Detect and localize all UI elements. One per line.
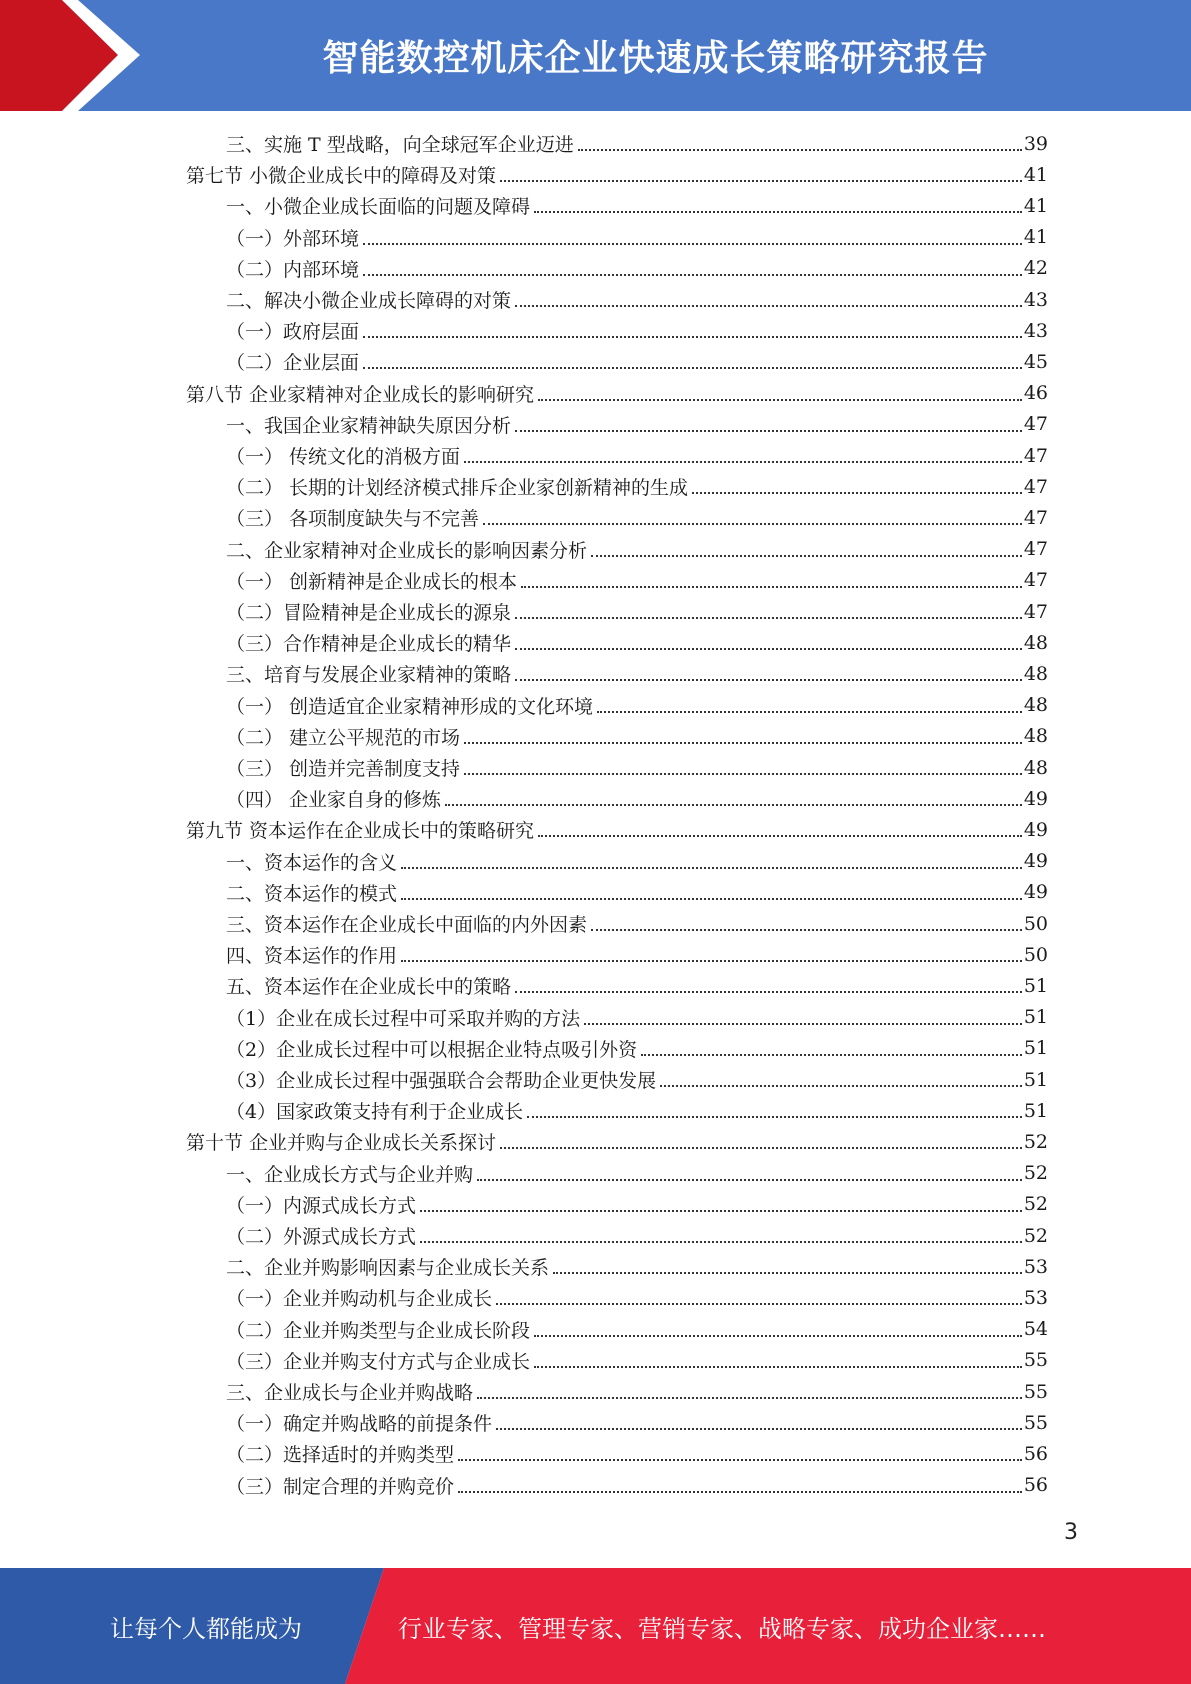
toc-entry-title: （二） 长期的计划经济模式排斥企业家创新精神的生成 bbox=[226, 477, 689, 500]
toc-entry-page: 48 bbox=[1023, 662, 1048, 685]
toc-entry[interactable] bbox=[226, 658, 1048, 689]
toc-entry-title: 二、解决小微企业成长障碍的对策 bbox=[226, 290, 512, 312]
toc-entry-title: 二、企业家精神对企业成长的影响因素分析 bbox=[226, 539, 588, 562]
toc-dot-leader bbox=[363, 336, 1022, 338]
toc-entry[interactable] bbox=[226, 1033, 1048, 1064]
toc-entry-title: （一）政府层面 bbox=[226, 321, 360, 344]
toc-entry-title: （三）制定合理的并购竞价 bbox=[226, 1475, 455, 1498]
toc-dot-leader bbox=[420, 1241, 1022, 1243]
toc-entry-title: 一、小微企业成长面临的问题及障碍 bbox=[226, 196, 531, 219]
toc-entry-title: （4）国家政策支持有利于企业成长 bbox=[226, 1101, 524, 1124]
toc-entry-page: 52 bbox=[1023, 1162, 1048, 1185]
toc-entry-title: （2）企业成长过程中可以根据企业特点吸引外资 bbox=[226, 1038, 638, 1061]
toc-entry-page: 46 bbox=[1023, 382, 1048, 405]
toc-dot-leader bbox=[401, 960, 1022, 962]
toc-dot-leader bbox=[534, 1366, 1022, 1368]
toc-dot-leader bbox=[515, 430, 1022, 432]
toc-dot-leader bbox=[578, 149, 1022, 151]
toc-entry-page: 47 bbox=[1023, 538, 1048, 561]
toc-entry-page: 43 bbox=[1023, 288, 1048, 311]
toc-entry-page: 41 bbox=[1023, 163, 1048, 186]
toc-entry[interactable] bbox=[226, 1282, 1048, 1313]
toc-entry-page: 47 bbox=[1023, 413, 1048, 436]
toc-entry[interactable] bbox=[226, 1002, 1048, 1033]
toc-entry-title: （二）企业并购类型与企业成长阶段 bbox=[226, 1319, 531, 1342]
toc-entry-page: 52 bbox=[1023, 1130, 1048, 1153]
toc-entry-title: 四、资本运作的作用 bbox=[226, 945, 398, 968]
toc-entry-title: 二、企业并购影响因素与企业成长关系 bbox=[226, 1257, 550, 1280]
toc-dot-leader bbox=[445, 804, 1022, 806]
toc-entry[interactable] bbox=[226, 502, 1048, 533]
toc-entry-page: 48 bbox=[1023, 631, 1048, 654]
toc-dot-leader bbox=[464, 773, 1022, 775]
toc-entry[interactable] bbox=[226, 690, 1048, 721]
toc-dot-leader bbox=[515, 679, 1022, 681]
toc-entry[interactable] bbox=[226, 1314, 1048, 1345]
toc-entry[interactable] bbox=[226, 253, 1048, 284]
toc-entry[interactable] bbox=[226, 970, 1048, 1001]
toc-dot-leader bbox=[500, 180, 1022, 182]
toc-entry-title: （二）外源式成长方式 bbox=[226, 1226, 417, 1248]
toc-entry-page: 55 bbox=[1023, 1349, 1048, 1372]
toc-entry-page: 51 bbox=[1023, 974, 1048, 997]
toc-entry-page: 39 bbox=[1023, 132, 1048, 155]
toc-entry[interactable] bbox=[226, 409, 1048, 440]
toc-entry[interactable] bbox=[226, 471, 1048, 502]
toc-entry-page: 47 bbox=[1023, 475, 1048, 498]
toc-entry[interactable] bbox=[226, 846, 1048, 877]
toc-entry[interactable] bbox=[226, 627, 1048, 658]
footer-slogan-left: 让每个人都能成为 bbox=[110, 1614, 302, 1643]
toc-entry[interactable] bbox=[186, 378, 1048, 409]
toc-dot-leader bbox=[363, 274, 1022, 276]
toc-entry-title: （二）内部环境 bbox=[226, 258, 360, 281]
toc-entry[interactable] bbox=[226, 1345, 1048, 1376]
toc-entry[interactable] bbox=[226, 939, 1048, 970]
toc-dot-leader bbox=[500, 1147, 1022, 1149]
toc-entry-page: 53 bbox=[1023, 1255, 1048, 1278]
toc-entry-title: 第八节 企业家精神对企业成长的影响研究 bbox=[186, 383, 535, 406]
toc-entry-title: （一）外部环境 bbox=[226, 227, 360, 250]
toc-entry-title: 一、企业成长方式与企业并购 bbox=[226, 1163, 474, 1186]
toc-entry-page: 49 bbox=[1023, 787, 1048, 810]
toc-entry-title: （四） 企业家自身的修炼 bbox=[226, 789, 442, 812]
toc-entry[interactable] bbox=[186, 814, 1048, 845]
toc-dot-leader bbox=[534, 1335, 1022, 1337]
toc-entry[interactable] bbox=[226, 1189, 1048, 1220]
toc-dot-leader bbox=[538, 835, 1022, 837]
toc-entry-title: 一、资本运作的含义 bbox=[226, 851, 398, 874]
toc-entry-page: 52 bbox=[1023, 1224, 1048, 1247]
toc-entry-title: （1）企业在成长过程中可采取并购的方法 bbox=[226, 1007, 581, 1030]
toc-entry-title: 三、实施 T 型战略，向全球冠军企业迈进 bbox=[226, 134, 574, 156]
toc-entry-page: 51 bbox=[1023, 1006, 1048, 1029]
toc-entry-title: 三、企业成长与企业并购战略 bbox=[226, 1382, 474, 1404]
toc-entry[interactable] bbox=[226, 877, 1048, 908]
toc-dot-leader bbox=[553, 1272, 1022, 1274]
toc-dot-leader bbox=[591, 555, 1022, 557]
toc-entry[interactable] bbox=[226, 1376, 1048, 1407]
toc-entry-title: （一）确定并购战略的前提条件 bbox=[226, 1413, 493, 1436]
toc-entry[interactable] bbox=[226, 315, 1048, 346]
toc-entry-title: （二） 建立公平规范的市场 bbox=[226, 726, 461, 749]
toc-entry-title: 三、培育与发展企业家精神的策略 bbox=[226, 664, 512, 687]
toc-entry-page: 52 bbox=[1023, 1193, 1048, 1216]
toc-entry[interactable] bbox=[226, 1064, 1048, 1095]
toc-entry[interactable] bbox=[226, 440, 1048, 471]
toc-entry-title: （三） 创造并完善制度支持 bbox=[226, 758, 461, 780]
toc-dot-leader bbox=[515, 648, 1022, 650]
toc-dot-leader bbox=[363, 367, 1022, 369]
toc-entry[interactable] bbox=[226, 752, 1048, 783]
toc-dot-leader bbox=[401, 867, 1022, 869]
toc-entry-page: 55 bbox=[1023, 1411, 1048, 1434]
toc-entry[interactable] bbox=[226, 1158, 1048, 1189]
toc-entry[interactable] bbox=[226, 1407, 1048, 1438]
page-number: 3 bbox=[1064, 1520, 1078, 1545]
toc-entry-page: 47 bbox=[1023, 444, 1048, 467]
toc-entry-title: 一、我国企业家精神缺失原因分析 bbox=[226, 414, 512, 437]
toc-entry-page: 55 bbox=[1023, 1380, 1048, 1403]
toc-entry-title: （一） 创造适宜企业家精神形成的文化环境 bbox=[226, 695, 594, 718]
toc-entry-page: 43 bbox=[1023, 319, 1048, 342]
toc-entry-title: （一） 创新精神是企业成长的根本 bbox=[226, 570, 518, 593]
toc-entry-page: 49 bbox=[1023, 850, 1048, 873]
toc-entry-title: （一）内源式成长方式 bbox=[226, 1194, 417, 1217]
toc-entry-title: 五、资本运作在企业成长中的策略 bbox=[226, 976, 512, 999]
toc-entry-page: 48 bbox=[1023, 694, 1048, 717]
toc-entry[interactable] bbox=[226, 1438, 1048, 1469]
toc-dot-leader bbox=[534, 211, 1022, 213]
toc-entry[interactable] bbox=[226, 534, 1048, 565]
toc-entry[interactable] bbox=[226, 222, 1048, 253]
toc-entry[interactable] bbox=[226, 565, 1048, 596]
toc-entry-page: 45 bbox=[1023, 350, 1048, 373]
toc-entry-title: （一）企业并购动机与企业成长 bbox=[226, 1288, 493, 1311]
toc-entry-page: 56 bbox=[1023, 1442, 1048, 1465]
toc-entry-title: （三）合作精神是企业成长的精华 bbox=[226, 633, 512, 656]
toc-entry-page: 50 bbox=[1023, 943, 1048, 966]
toc-entry-page: 47 bbox=[1023, 569, 1048, 592]
toc-dot-leader bbox=[515, 991, 1022, 993]
toc-dot-leader bbox=[483, 523, 1022, 525]
toc-entry-title: 三、资本运作在企业成长中面临的内外因素 bbox=[226, 914, 588, 936]
toc-entry-page: 48 bbox=[1023, 725, 1048, 748]
toc-dot-leader bbox=[464, 461, 1022, 463]
toc-dot-leader bbox=[458, 1459, 1022, 1461]
toc-entry-page: 42 bbox=[1023, 257, 1048, 280]
toc-entry[interactable] bbox=[226, 1095, 1048, 1126]
toc-dot-leader bbox=[584, 1023, 1022, 1025]
toc-dot-leader bbox=[591, 929, 1022, 931]
toc-entry-page: 51 bbox=[1023, 1068, 1048, 1091]
toc-entry[interactable] bbox=[226, 908, 1048, 939]
toc-dot-leader bbox=[521, 586, 1022, 588]
toc-entry-title: （二）选择适时的并购类型 bbox=[226, 1444, 455, 1467]
toc-entry-page: 49 bbox=[1023, 881, 1048, 904]
toc-entry[interactable] bbox=[226, 190, 1048, 221]
toc-entry-title: 第七节 小微企业成长中的障碍及对策 bbox=[186, 165, 497, 188]
toc-entry-page: 47 bbox=[1023, 506, 1048, 529]
toc-dot-leader bbox=[515, 617, 1022, 619]
toc-dot-leader bbox=[597, 711, 1022, 713]
toc-dot-leader bbox=[538, 399, 1022, 401]
toc-entry-title: （3）企业成长过程中强强联合会帮助企业更快发展 bbox=[226, 1070, 657, 1092]
toc-entry[interactable] bbox=[226, 346, 1048, 377]
page-footer bbox=[0, 1568, 1191, 1684]
toc-entry-page: 41 bbox=[1023, 194, 1048, 217]
toc-entry-page: 56 bbox=[1023, 1474, 1048, 1497]
toc-entry-title: （二）冒险精神是企业成长的源泉 bbox=[226, 602, 512, 624]
toc-dot-leader bbox=[641, 1054, 1022, 1056]
toc-entry-page: 48 bbox=[1023, 756, 1048, 779]
toc-dot-leader bbox=[401, 898, 1022, 900]
toc-dot-leader bbox=[527, 1116, 1022, 1118]
toc-entry[interactable] bbox=[226, 783, 1048, 814]
toc-dot-leader bbox=[496, 1303, 1022, 1305]
page-header bbox=[0, 0, 1191, 111]
toc-entry-page: 49 bbox=[1023, 818, 1048, 841]
footer-slogan-right: 行业专家、管理专家、营销专家、战略专家、成功企业家…… bbox=[398, 1614, 1046, 1643]
toc-entry-page: 53 bbox=[1023, 1286, 1048, 1309]
toc-dot-leader bbox=[458, 1491, 1022, 1493]
toc-dot-leader bbox=[477, 1179, 1022, 1181]
toc-entry[interactable] bbox=[226, 1220, 1048, 1251]
toc-entry-page: 51 bbox=[1023, 1099, 1048, 1122]
toc-entry-title: （一） 传统文化的消极方面 bbox=[226, 446, 461, 468]
toc-entry[interactable] bbox=[226, 596, 1048, 627]
toc-dot-leader bbox=[515, 305, 1022, 307]
toc-dot-leader bbox=[363, 243, 1022, 245]
toc-dot-leader bbox=[477, 1397, 1022, 1399]
toc-entry-page: 51 bbox=[1023, 1037, 1048, 1060]
toc-entry-title: （三） 各项制度缺失与不完善 bbox=[226, 508, 480, 531]
toc-entry-page: 41 bbox=[1023, 226, 1048, 249]
toc-entry[interactable] bbox=[226, 128, 1048, 159]
toc-entry[interactable] bbox=[226, 1251, 1048, 1282]
toc-entry-page: 47 bbox=[1023, 600, 1048, 623]
toc-entry-title: 二、资本运作的模式 bbox=[226, 882, 398, 905]
toc-entry-title: （二）企业层面 bbox=[226, 352, 360, 375]
toc-entry-title: （三）企业并购支付方式与企业成长 bbox=[226, 1350, 531, 1373]
toc-entry[interactable] bbox=[226, 1470, 1048, 1501]
toc-dot-leader bbox=[660, 1085, 1022, 1087]
toc-entry-page: 54 bbox=[1023, 1318, 1048, 1341]
toc-entry[interactable] bbox=[226, 284, 1048, 315]
toc-entry[interactable] bbox=[186, 159, 1048, 190]
toc-dot-leader bbox=[692, 492, 1022, 494]
toc-entry[interactable] bbox=[226, 721, 1048, 752]
toc-dot-leader bbox=[420, 1210, 1022, 1212]
toc-entry-title: 第九节 资本运作在企业成长中的策略研究 bbox=[186, 820, 535, 843]
toc-entry[interactable] bbox=[186, 1126, 1048, 1157]
toc-dot-leader bbox=[496, 1428, 1022, 1430]
toc-dot-leader bbox=[464, 742, 1022, 744]
toc-entry-page: 50 bbox=[1023, 912, 1048, 935]
report-title: 智能数控机床企业快速成长策略研究报告 bbox=[322, 38, 989, 79]
toc-entry-title: 第十节 企业并购与企业成长关系探讨 bbox=[186, 1132, 497, 1155]
